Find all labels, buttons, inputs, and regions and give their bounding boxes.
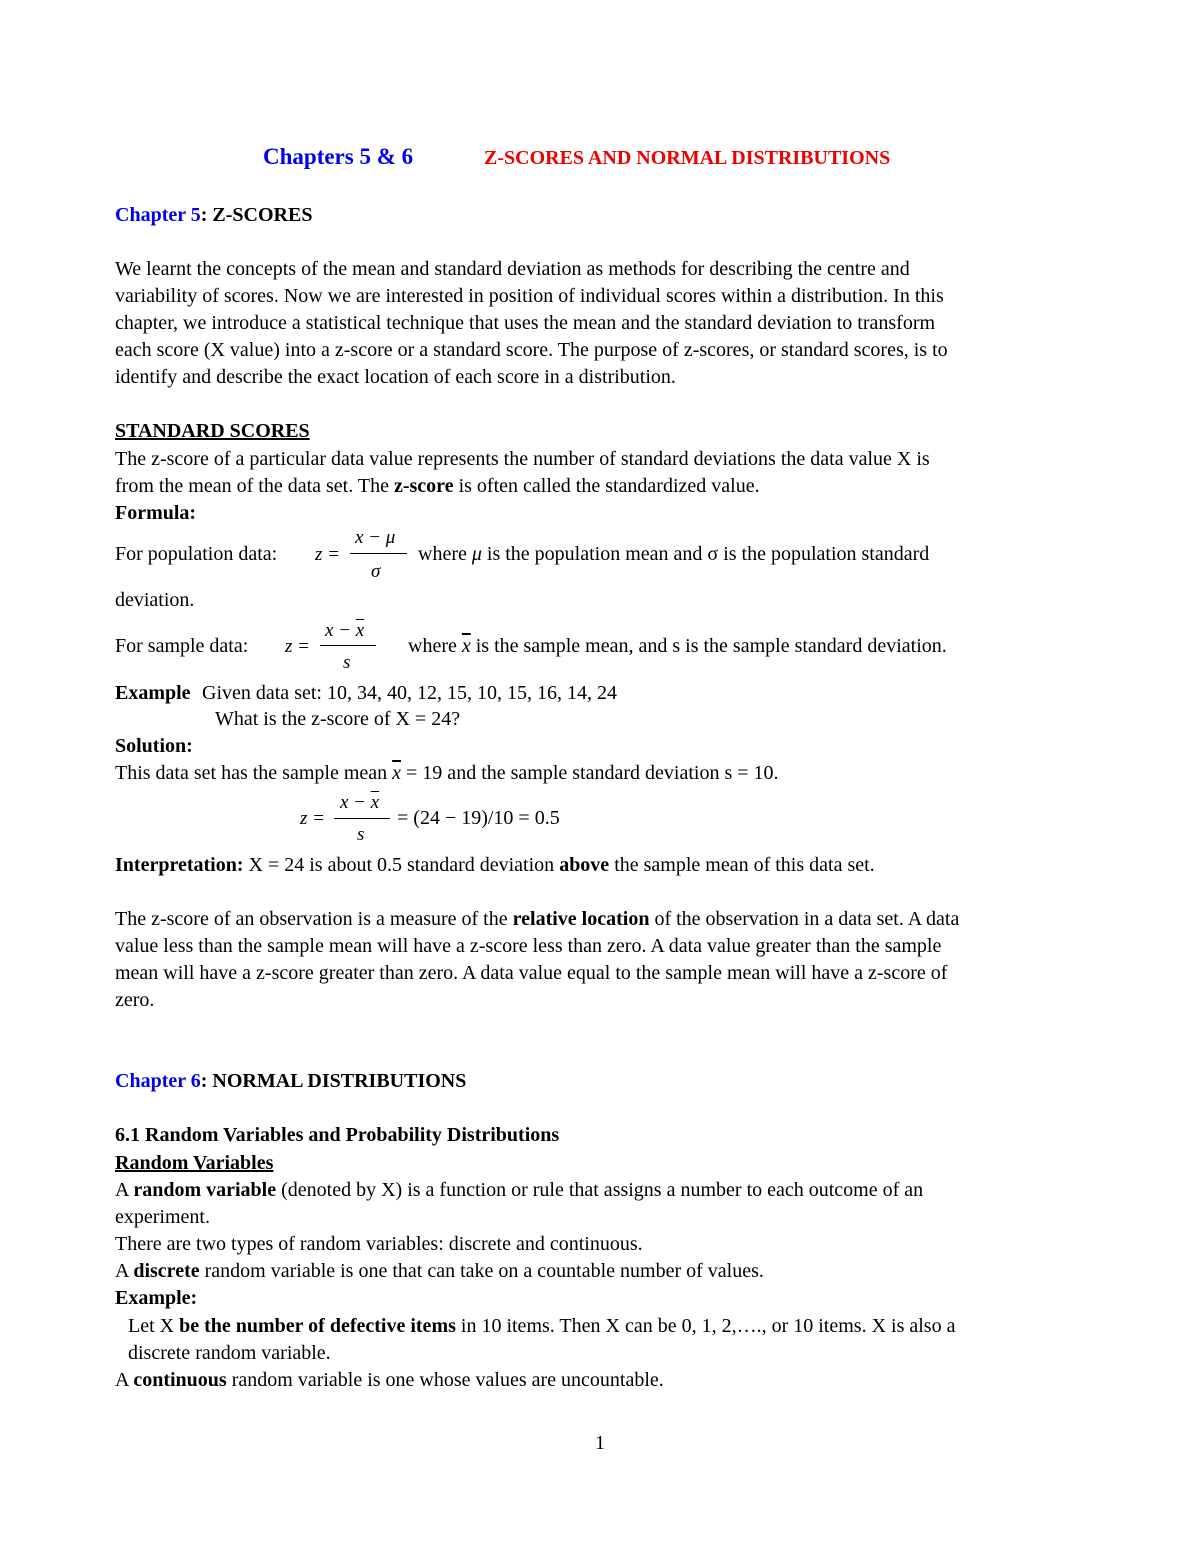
intro-line: identify and describe the exact location of each score in a distribution.: [115, 366, 676, 388]
population-numerator: x − μ: [355, 527, 396, 548]
interpretation-line: [115, 852, 875, 879]
standard-line-2c: is often called the standardized value.: [453, 475, 760, 497]
population-continuation: deviation.: [115, 589, 195, 611]
example-given: Given data set: 10, 34, 40, 12, 15, 10, 15, 16, 14, 24: [202, 682, 617, 704]
computation-num-x: x −: [340, 792, 371, 813]
title-chapters-text: Chapters 5 & 6: [263, 144, 414, 169]
interpretation-label: Interpretation:: [115, 854, 244, 876]
standard-line-1: The z-score of a particular data value represents the number of standard deviations the data value X is: [115, 448, 930, 470]
population-denominator: σ: [371, 561, 381, 582]
computation-fraction-bar: [334, 818, 390, 819]
chapter6-label: Chapter 6: [115, 1070, 201, 1092]
solution-label: Solution:: [115, 735, 193, 757]
disc-a: A: [115, 1260, 134, 1282]
random-variable-term: random variable: [133, 1179, 277, 1201]
solution-1c: = 19 and the sample standard deviation s = 10.: [401, 762, 779, 784]
defective-items-term: be the number of defective items: [179, 1315, 456, 1337]
title-topic-text: Z-SCORES AND NORMAL DISTRIBUTIONS: [484, 147, 891, 169]
z-score-term: z-score: [393, 475, 454, 497]
computation-num-xbar: $\overline{x}$: [370, 792, 380, 813]
page-number: 1: [595, 1432, 605, 1454]
population-where-1: where: [418, 543, 472, 565]
interpretation-2: the sample mean of this data set.: [609, 854, 875, 876]
chapter5-label: Chapter 5: [115, 204, 201, 226]
relative-line-2: value less than the sample mean will have a z-score less than zero. A data value greater than the sample: [115, 935, 942, 957]
population-z: z =: [315, 544, 340, 565]
population-where: [418, 543, 929, 566]
interpretation-1: X = 24 is about 0.5 standard deviation: [243, 854, 560, 876]
sample-label: For sample data:: [115, 635, 249, 657]
computation-denominator: s: [357, 824, 365, 845]
rv-1a: A: [115, 1179, 134, 1201]
random-variables-subheading: Random Variables: [115, 1152, 274, 1174]
chapter5-heading: [115, 202, 312, 229]
sample-where-2: is the sample mean, and s is the sample standard deviation.: [470, 635, 947, 657]
ex1a: Let X: [128, 1315, 180, 1337]
chapter6-sep: :: [200, 1070, 213, 1092]
population-where-2: is the population mean and σ is the population standard: [481, 543, 930, 565]
relative-line-4: zero.: [115, 989, 155, 1011]
chapter5-sep: :: [200, 204, 213, 226]
cont-c: random variable is one whose values are uncountable.: [226, 1369, 664, 1391]
title-chapters: [263, 144, 413, 170]
intro-line: We learnt the concepts of the mean and standard deviation as methods for describing the centre and: [115, 258, 910, 280]
sample-numerator: [325, 620, 364, 642]
interpretation-above: above: [559, 854, 610, 876]
mu-symbol: μ: [471, 543, 482, 565]
intro-line: variability of scores. Now we are interested in position of individual scores within a distribution. In this: [115, 285, 944, 307]
solution-line-1: [115, 760, 779, 787]
sample-fraction-bar: [320, 645, 376, 646]
sample-where-1: where: [408, 635, 462, 657]
chapter5-title: Z-SCORES: [212, 204, 313, 226]
standard-line-2: [115, 473, 760, 500]
disc-c: random variable is one that can take on a countable number of values.: [199, 1260, 764, 1282]
computation-result: = (24 − 19)/10 = 0.5: [397, 807, 560, 829]
relative-line-1: [115, 906, 959, 933]
population-label: For population data:: [115, 543, 278, 565]
computation-numerator: [340, 792, 379, 814]
standard-line-2a: from the mean of the data set. The: [115, 475, 394, 497]
types-line: There are two types of random variables: discrete and continuous.: [115, 1233, 643, 1255]
continuous-term: continuous: [133, 1369, 227, 1391]
sample-num-x: x −: [325, 620, 356, 641]
relative-1c: of the observation in a data set. A data: [649, 908, 960, 930]
example-line: [115, 680, 191, 707]
chapter6-heading: [115, 1068, 466, 1095]
formula-label: Formula:: [115, 502, 197, 524]
example-label: Example: [115, 682, 191, 704]
random-variable-line-2: experiment.: [115, 1206, 210, 1228]
continuous-line: [115, 1367, 664, 1394]
relative-line-3: mean will have a z-score greater than zero. A data value equal to the sample mean will have a z-score of: [115, 962, 948, 984]
population-fraction-bar: [350, 553, 407, 554]
chapter6-title: NORMAL DISTRIBUTIONS: [212, 1070, 467, 1092]
section-6-1-heading: 6.1 Random Variables and Probability Distributions: [115, 1124, 560, 1146]
intro-line: each score (X value) into a z-score or a standard score. The purpose of z-scores, or standard scores, is to: [115, 339, 948, 361]
random-variable-line-1: [115, 1177, 923, 1204]
standard-scores-heading: STANDARD SCORES: [115, 420, 310, 442]
sample-where: [408, 635, 947, 658]
xbar-symbol: $\overline{x}$: [461, 635, 471, 657]
solution-1a: This data set has the sample mean: [115, 762, 393, 784]
cont-a: A: [115, 1369, 134, 1391]
example-question: What is the z-score of X = 24?: [215, 708, 461, 730]
relative-location-term: relative location: [512, 908, 650, 930]
sample-num-xbar: $\overline{x}$: [355, 620, 365, 641]
rv-1c: (denoted by X) is a function or rule that assigns a number to each outcome of an: [276, 1179, 924, 1201]
relative-1a: The z-score of an observation is a measure of the: [115, 908, 513, 930]
example-2-label: Example:: [115, 1287, 198, 1309]
example-2-line-2: discrete random variable.: [128, 1342, 331, 1364]
discrete-term: discrete: [133, 1260, 200, 1282]
solution-xbar: $\overline{x}$: [392, 762, 402, 784]
example-2-line-1: [128, 1313, 955, 1340]
computation-z: z =: [300, 808, 325, 829]
title-topic: [484, 147, 890, 170]
ex1c: in 10 items. Then X can be 0, 1, 2,…., or 10 items. X is also a: [455, 1315, 956, 1337]
sample-z: z =: [285, 636, 310, 657]
intro-line: chapter, we introduce a statistical technique that uses the mean and the standard deviation to transform: [115, 312, 936, 334]
discrete-line: [115, 1258, 764, 1285]
sample-denominator: s: [343, 652, 351, 673]
